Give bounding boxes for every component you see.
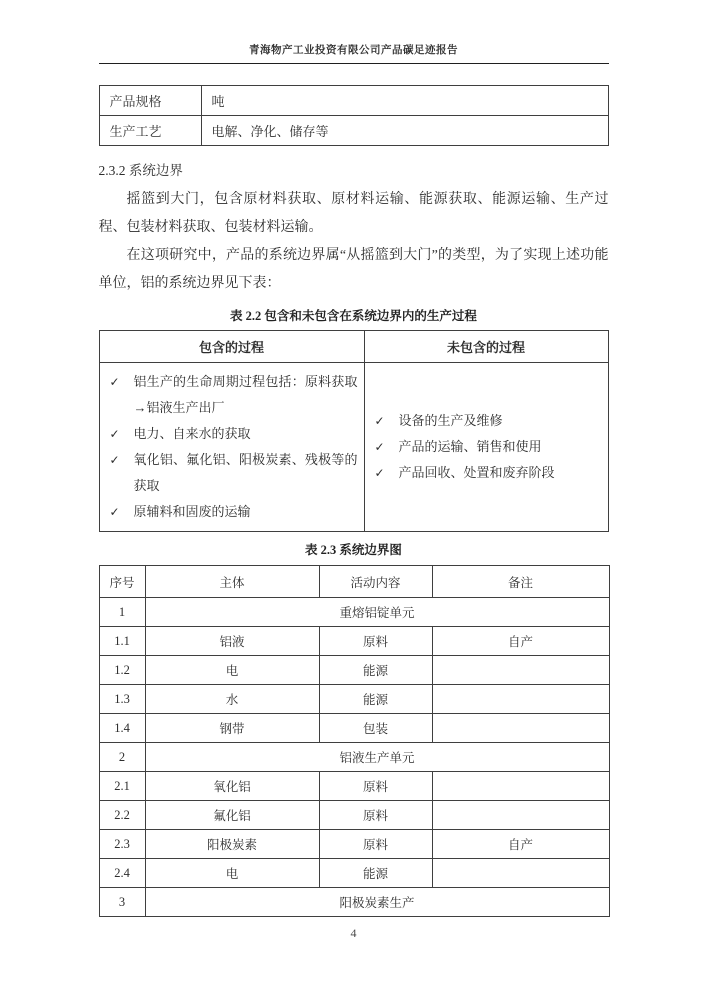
list-item-text: 产品回收、处置和废弃阶段: [398, 465, 555, 480]
list-item: [106, 447, 358, 499]
system-boundary-table: [99, 565, 610, 917]
list-item: [371, 460, 602, 486]
column-header-note: 备注: [432, 566, 609, 598]
column-header-included: 包含的过程: [99, 331, 364, 363]
list-item-text: 铝生产的生命周期过程包括：原料获取→铝液生产出厂: [133, 374, 358, 415]
cell-no: 3: [99, 888, 145, 917]
cell-note: [432, 859, 609, 888]
cell-no: 1: [99, 598, 145, 627]
excluded-processes-cell: [364, 363, 608, 532]
table-row: [99, 714, 609, 743]
paragraph-system-boundary-2: 在这项研究中，产品的系统边界属“从摇篮到大门”的类型，为了实现上述功能单位，铝的系统边界见下表：: [98, 248, 609, 291]
cell-note: 自产: [432, 830, 609, 859]
cell-subject: 铝液: [145, 627, 319, 656]
list-item-text: 氧化铝、氟化铝、阳极炭素、残极等的获取: [133, 452, 358, 493]
cell-activity: 能源: [319, 685, 432, 714]
cell-activity: 原料: [319, 801, 432, 830]
cell-activity: 包装: [319, 714, 432, 743]
cell-note: [432, 714, 609, 743]
spec-value: 电解、净化、储存等: [201, 116, 608, 146]
cell-no: 1.2: [99, 656, 145, 685]
table-row: [99, 743, 609, 772]
page-number: 4: [350, 926, 357, 940]
spec-label: 生产工艺: [99, 116, 201, 146]
list-item: [371, 434, 602, 460]
table-header-row: [99, 331, 608, 363]
boundary-processes-table: [99, 330, 609, 532]
cell-subject: 阳极炭素: [145, 830, 319, 859]
cell-activity: 能源: [319, 859, 432, 888]
check-icon: ✓: [374, 414, 385, 428]
cell-no: 1.4: [99, 714, 145, 743]
cell-subject: 电: [145, 656, 319, 685]
table-row: [99, 888, 609, 917]
table-row: [99, 116, 608, 146]
spec-value: 吨: [201, 86, 608, 116]
cell-subject: 水: [145, 685, 319, 714]
table-row: [99, 627, 609, 656]
cell-no: 2.3: [99, 830, 145, 859]
list-item-text: 设备的生产及维修: [398, 413, 503, 428]
cell-no: 1.3: [99, 685, 145, 714]
list-item: [106, 499, 358, 525]
cell-no: 2.4: [99, 859, 145, 888]
cell-subject: 氧化铝: [145, 772, 319, 801]
page-content: [99, 0, 609, 941]
table-row: [99, 772, 609, 801]
cell-activity: 能源: [319, 656, 432, 685]
column-header-excluded: 未包含的过程: [364, 331, 608, 363]
cell-merged-unit: 阳极炭素生产: [145, 888, 609, 917]
table-row: [99, 656, 609, 685]
cell-no: 2: [99, 743, 145, 772]
cell-subject: 电: [145, 859, 319, 888]
cell-no: 1.1: [99, 627, 145, 656]
list-item-text: 原辅料和固废的运输: [133, 504, 251, 519]
paragraph-system-boundary-1: 摇篮到大门，包含原材料获取、原材料运输、能源获取、能源运输、生产过程、包装材料获取、包装材料运输。: [98, 192, 609, 235]
column-header-subject: 主体: [145, 566, 319, 598]
spec-label: 产品规格: [99, 86, 201, 116]
table-row: [99, 830, 609, 859]
cell-note: [432, 801, 609, 830]
cell-subject: 氟化铝: [145, 801, 319, 830]
section-heading: 2.3.2 系统边界: [98, 163, 183, 178]
cell-note: [432, 685, 609, 714]
cell-note: 自产: [432, 627, 609, 656]
table-2-2-caption: 表 2.2 包含和未包含在系统边界内的生产过程: [230, 309, 477, 323]
cell-merged-unit: 铝液生产单元: [145, 743, 609, 772]
included-processes-cell: [99, 363, 364, 532]
cell-no: 2.1: [99, 772, 145, 801]
list-item: [371, 408, 602, 434]
check-icon: ✓: [109, 453, 120, 467]
check-icon: ✓: [109, 427, 120, 441]
table-row: [99, 86, 608, 116]
list-item: [106, 369, 358, 421]
table-2-3-caption: 表 2.3 系统边界图: [305, 543, 402, 557]
product-spec-table: [99, 85, 609, 146]
check-icon: ✓: [374, 466, 385, 480]
check-icon: ✓: [109, 505, 120, 519]
check-icon: ✓: [109, 375, 120, 389]
cell-subject: 钢带: [145, 714, 319, 743]
table-row: [99, 598, 609, 627]
cell-note: [432, 656, 609, 685]
cell-note: [432, 772, 609, 801]
column-header-activity: 活动内容: [319, 566, 432, 598]
list-item-text: 产品的运输、销售和使用: [398, 439, 542, 454]
cell-no: 2.2: [99, 801, 145, 830]
running-header-title: 青海物产工业投资有限公司产品碳足迹报告: [249, 45, 458, 56]
cell-activity: 原料: [319, 772, 432, 801]
list-item: [106, 421, 358, 447]
check-icon: ✓: [374, 440, 385, 454]
table-header-row: [99, 566, 609, 598]
table-row: [99, 859, 609, 888]
column-header-no: 序号: [99, 566, 145, 598]
header-rule: [99, 63, 609, 64]
cell-activity: 原料: [319, 830, 432, 859]
table-row: [99, 801, 609, 830]
cell-merged-unit: 重熔铝锭单元: [145, 598, 609, 627]
table-row: [99, 363, 608, 532]
cell-activity: 原料: [319, 627, 432, 656]
list-item-text: 电力、自来水的获取: [133, 426, 251, 441]
table-row: [99, 685, 609, 714]
